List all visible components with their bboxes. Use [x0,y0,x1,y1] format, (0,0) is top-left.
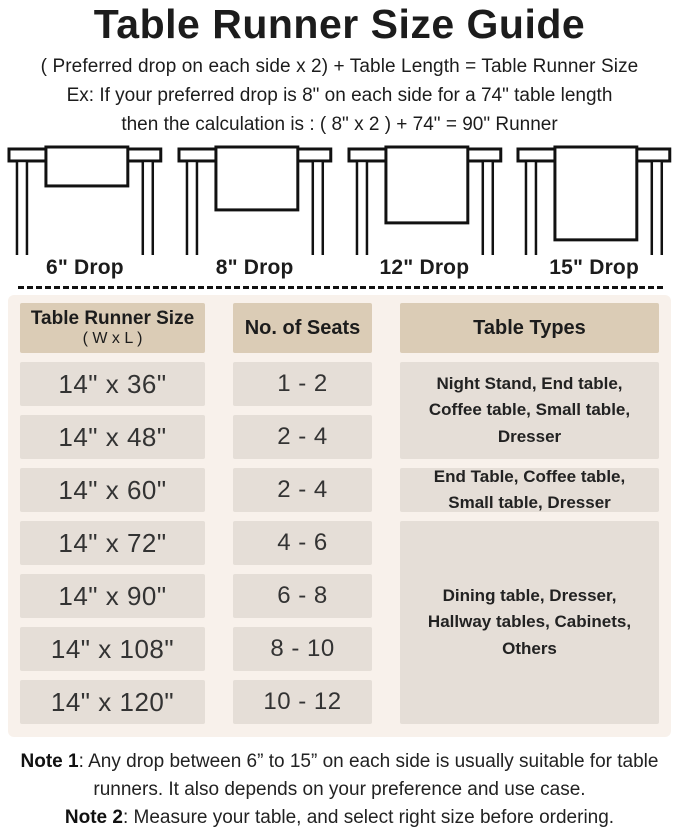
size-cell-60 [20,468,205,512]
table-runner-illustration [0,145,170,255]
page-title: Table Runner Size Guide [93,1,586,47]
runner-rect [46,147,128,186]
drop-label-12in: 12" Drop [379,256,470,280]
header-runner-size [20,303,205,353]
dashed-divider [18,286,663,289]
table-drawing-6in [0,145,170,255]
size-cell-90 [20,574,205,618]
note-2 [4,804,675,832]
seats-cell-1 [233,362,372,406]
seats-cell-6 [233,627,372,671]
example-text [0,82,679,139]
seats-cell-7 [233,680,372,724]
drop-labels-row [0,256,679,280]
drop-label-6in: 6" Drop [45,256,124,280]
table-leg-left [17,161,27,255]
table-runner-illustration [170,145,340,255]
header-seats-label: No. of Seats [244,316,361,339]
runner-rect [216,147,298,210]
seats-value: 2 - 4 [277,423,328,451]
size-chart-grid [20,303,659,724]
table-drawing-12in [340,145,510,255]
table-runner-illustration [340,145,510,255]
table-leg-left [356,161,366,255]
size-value: 14" x 120" [50,686,175,717]
seats-cell-2 [233,415,372,459]
table-leg-left [526,161,536,255]
seats-value: 6 - 8 [277,582,328,610]
seats-cell-5 [233,574,372,618]
size-cell-36 [20,362,205,406]
types-value: End Table, Coffee table, Small table, Dresser [433,466,626,513]
runner-rect [385,147,467,223]
drop-label-15in: 15" Drop [549,256,639,280]
types-value: Night Stand, End table, Coffee table, Small table, Dresser [428,374,631,446]
note-1-text: : Any drop between 6” to 15” on each side is usually suitable for table runners. It also depends on your preference and use case. [78,751,659,801]
seats-value: 1 - 2 [277,370,328,398]
size-cell-72 [20,521,205,565]
size-chart-panel [8,295,671,737]
header-runner-size-title: Table Runner Size [30,307,195,329]
note-2-label: Note 2 [64,807,123,829]
types-cell-group-1 [400,362,659,459]
note-1-label: Note 1 [20,751,79,773]
header-runner-size-sub: ( W x L ) [82,329,143,347]
size-value: 14" x 108" [50,633,175,664]
seats-value: 4 - 6 [277,529,328,557]
seats-value: 2 - 4 [277,476,328,504]
types-cell-group-3 [400,521,659,724]
table-leg-right [143,161,153,255]
note-1 [4,748,675,804]
header-seats [233,303,372,353]
size-cell-48 [20,415,205,459]
drop-illustrations [0,145,679,255]
size-value: 14" x 60" [58,474,167,505]
formula-text: ( Preferred drop on each side x 2) + Table Length = Table Runner Size [40,56,639,78]
size-cell-120 [20,680,205,724]
example-line-1: Ex: If your preferred drop is 8" on each side for a 74" table length [66,85,613,107]
table-runner-illustration [509,145,679,255]
size-value: 14" x 72" [58,527,167,558]
header-table-types [400,303,659,353]
table-leg-left [187,161,197,255]
seats-cell-4 [233,521,372,565]
drop-label-8in: 8" Drop [215,256,294,280]
types-value: Dining table, Dresser, Hallway tables, Cabinets, Others [427,586,632,658]
size-value: 14" x 36" [58,368,167,399]
header-table-types-label: Table Types [473,316,586,339]
example-line-2: then the calculation is : ( 8" x 2 ) + 74" = 90" Runner [121,113,558,135]
table-drawing-8in [170,145,340,255]
types-cell-group-2 [400,468,659,512]
seats-value: 10 - 12 [263,688,342,716]
size-value: 14" x 48" [58,421,167,452]
size-value: 14" x 90" [58,580,167,611]
table-leg-right [313,161,323,255]
seats-cell-3 [233,468,372,512]
runner-rect [555,147,637,240]
seats-value: 8 - 10 [270,635,335,663]
table-drawing-15in [509,145,679,255]
table-leg-right [482,161,492,255]
note-2-text: : Measure your table, and select right size before ordering. [122,807,615,829]
table-leg-right [652,161,662,255]
footnotes [0,748,679,832]
size-cell-108 [20,627,205,671]
